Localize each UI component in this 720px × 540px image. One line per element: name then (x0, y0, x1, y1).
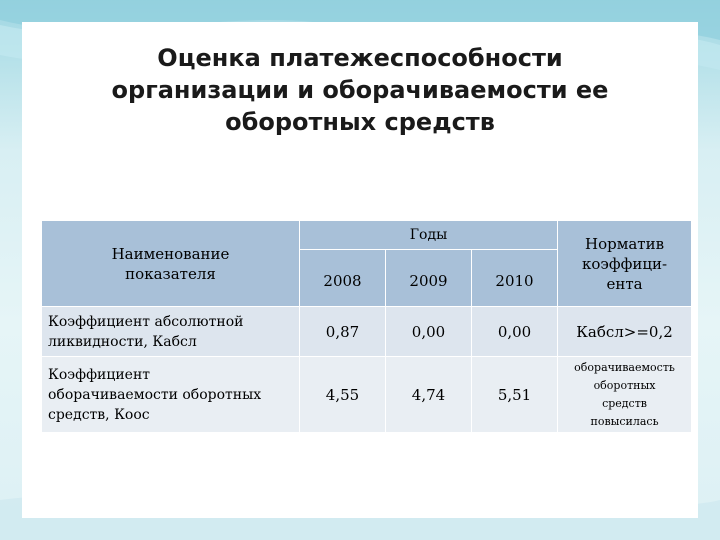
row-norm-line: повысилась (590, 414, 659, 428)
slide-title (0, 42, 720, 138)
header-norm-line: ента (606, 274, 643, 293)
row-norm-line: средств (602, 396, 647, 410)
header-row-top (42, 221, 692, 250)
row-norm-line: оборотных (593, 378, 656, 392)
row-value: 5,51 (472, 357, 558, 433)
row-value: 0,00 (386, 307, 472, 357)
row-name-line: ликвидности, Кабсл (48, 333, 197, 350)
header-name-line: Наименование (111, 244, 230, 263)
header-norm (558, 221, 692, 307)
row-norm-line: оборачиваемость (574, 360, 675, 374)
row-indicator-name (42, 357, 300, 433)
row-value: 4,74 (386, 357, 472, 433)
row-norm (558, 357, 692, 433)
header-indicator-name (42, 221, 300, 307)
header-norm-line: коэффици- (582, 254, 668, 273)
row-name-line: оборачиваемости оборотных (48, 386, 262, 403)
header-years: Годы (300, 221, 558, 250)
title-line: оборотных средств (225, 108, 495, 136)
header-norm-line: Норматив (584, 234, 665, 253)
header-name-line: показателя (125, 264, 216, 283)
header-year: 2008 (300, 250, 386, 307)
row-name-line: средств, Коос (48, 406, 150, 423)
indicators-table (41, 220, 692, 433)
header-year: 2009 (386, 250, 472, 307)
table-row (42, 307, 692, 357)
title-line: Оценка платежеспособности (157, 44, 563, 72)
row-value: 4,55 (300, 357, 386, 433)
table-row (42, 357, 692, 433)
row-norm: Кабсл>=0,2 (558, 307, 692, 357)
row-value: 0,87 (300, 307, 386, 357)
row-value: 0,00 (472, 307, 558, 357)
row-name-line: Коэффициент (48, 366, 151, 383)
row-indicator-name (42, 307, 300, 357)
title-line: организации и оборачиваемости ее (111, 76, 609, 104)
header-year: 2010 (472, 250, 558, 307)
row-name-line: Коэффициент абсолютной (48, 313, 244, 330)
